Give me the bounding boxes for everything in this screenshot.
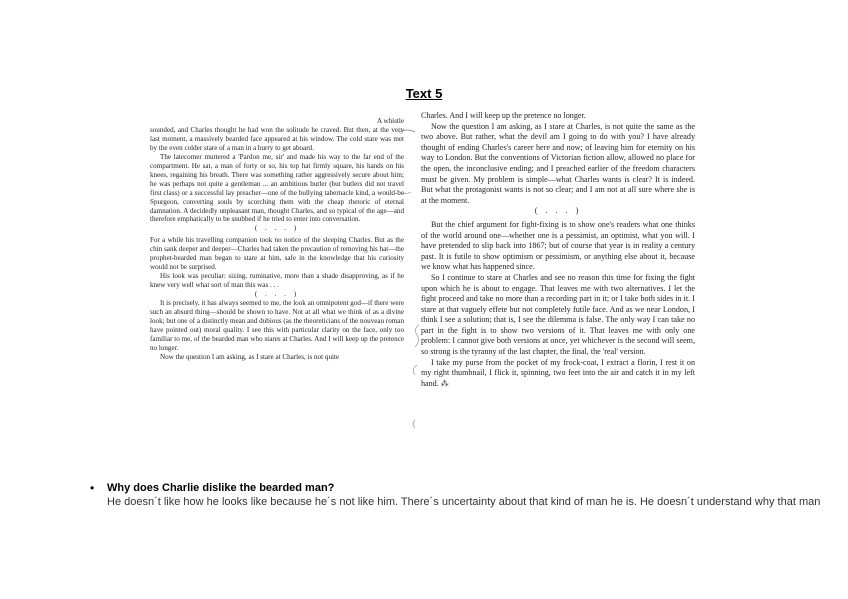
left-paragraph-1: sounded, and Charles thought he had won the solitude he craved. But then, at the very last moment, a massively bearded face appeared at his window. The cold stare was met by the even colder stare of a man in a hurry to get aboard. bbox=[150, 125, 404, 152]
scanned-text-left-column bbox=[150, 117, 404, 467]
left-paragraph-2: The latecomer muttered a 'Pardon me, sir' and made his way to the far end of the compartment. He sat, a man of forty or so, his top hat firmly square, his hands on his knees, regaining his breath. There was something rather aggressively secure about him; he was perhaps not quite a gentleman ... an ambitious butler (but butlers did not travel first class) or a successful lay preacher—one of the bullying tabernacle kind, a would-be Spurgeon, converting souls by scorching them with the cheap rhetoric of eternal damnation. A decidedly unpleasant man, thought Charles, and so typical of the age—and therefore emphatically to be snubbed if he tried to enter into conversation. bbox=[150, 152, 404, 224]
bullet-icon: • bbox=[90, 481, 95, 495]
left-paragraph-5: It is precisely, it has always seemed to me, the look an omnipotent god—if there were such an absurd thing—should be shown to have. Not at all what we think of as a divine look; but one of a distinctly mean and dubious (as the theoreticians of the nouveau roman have pointed out) moral quality. I see this with particular clarity on the face, only too familiar to me, of the bearded man who stares at Charles. And I will keep up the pretence no longer. bbox=[150, 299, 404, 352]
left-para-first-line: A whistle bbox=[377, 117, 404, 125]
right-paragraph-3: So I continue to stare at Charles and see no reason this time for fixing the fight upon which he is about to engage. That leaves me with two alternatives. I let the fight proceed and take no more than a recording part in it; or I take both sides in it. I stare at that vaguely effete but not completely futile face. And as we near London, I think I see a solution; that is, I see the dilemma is false. The only way I can take no part in the fight is to show two versions of it. That leaves me with only one problem: I cannot give both versions at once, yet whichever is the second will seem, so strong is the tyranny of the last chapter, the final, the 'real' version. bbox=[421, 272, 695, 357]
left-paragraph-3: For a while his travelling companion took no notice of the sleeping Charles. But as the chin sank deeper and deeper—Charles had taken the precaution of removing his hat—the prophet-bearded man began to stare at him, safe in the knowledge that his curiosity would not be surprised. bbox=[150, 236, 404, 272]
left-ellipsis-1: ( . . . ) bbox=[254, 224, 300, 233]
right-paragraph-4: I take my purse from the pocket of my frock-coat, I extract a florin, I rest it on my right thumbnail, I flick it, spinning, two feet into the air and catch it in my left hand. ⁂ bbox=[421, 357, 695, 388]
answer-text[interactable]: He doesn´t like how he looks like because he´s not like him. There´s uncertainty about that kind of man he is. He doesn´t understand why that man bbox=[107, 496, 821, 508]
right-first-line: Charles. And I will keep up the pretence no longer. bbox=[421, 111, 586, 120]
right-paragraph-2: But the chief argument for fight-fixing is to show one's readers what one thinks of the world around one—whether one is a pessimist, an optimist, what you will. I have pretended to slip back into 1867; but of course that year is in reality a century past. It is futile to show optimism or pessimism, or anything else about it, because we know what has happened since. bbox=[421, 219, 695, 272]
right-ellipsis-1: ( . . . ) bbox=[534, 206, 582, 216]
page-title: Text 5 bbox=[405, 86, 443, 101]
left-paragraph-4: His look was peculiar: sizing, ruminative, more than a shade disapproving, as if he knew very well what sort of man this was . . . bbox=[150, 272, 404, 290]
right-paragraph-1: Now the question I am asking, as I stare at Charles, is not quite the same as the two above. But rather, what the devil am I going to do with you? I have already thought of ending Charles's career here and now; of leaving him for eternity on his way to London. But the conventions of Victorian fiction allow, allowed no place for the open, the inconclusive ending; and I preached earlier of the freedom characters must be given. My problem is simple—what Charles wants is clear? It is indeed. But what the protagonist wants is not so clear; and I am not at all sure where she is at the moment. bbox=[421, 121, 695, 205]
question-text: Why does Charlie dislike the bearded man? bbox=[107, 482, 335, 494]
left-paragraph-6: Now the question I am asking, as I stare at Charles, is not quite bbox=[160, 352, 340, 361]
scanned-text-right-column bbox=[421, 111, 695, 465]
pencil-annotation-marks bbox=[395, 120, 435, 460]
left-ellipsis-2: ( . . . ) bbox=[254, 290, 300, 299]
